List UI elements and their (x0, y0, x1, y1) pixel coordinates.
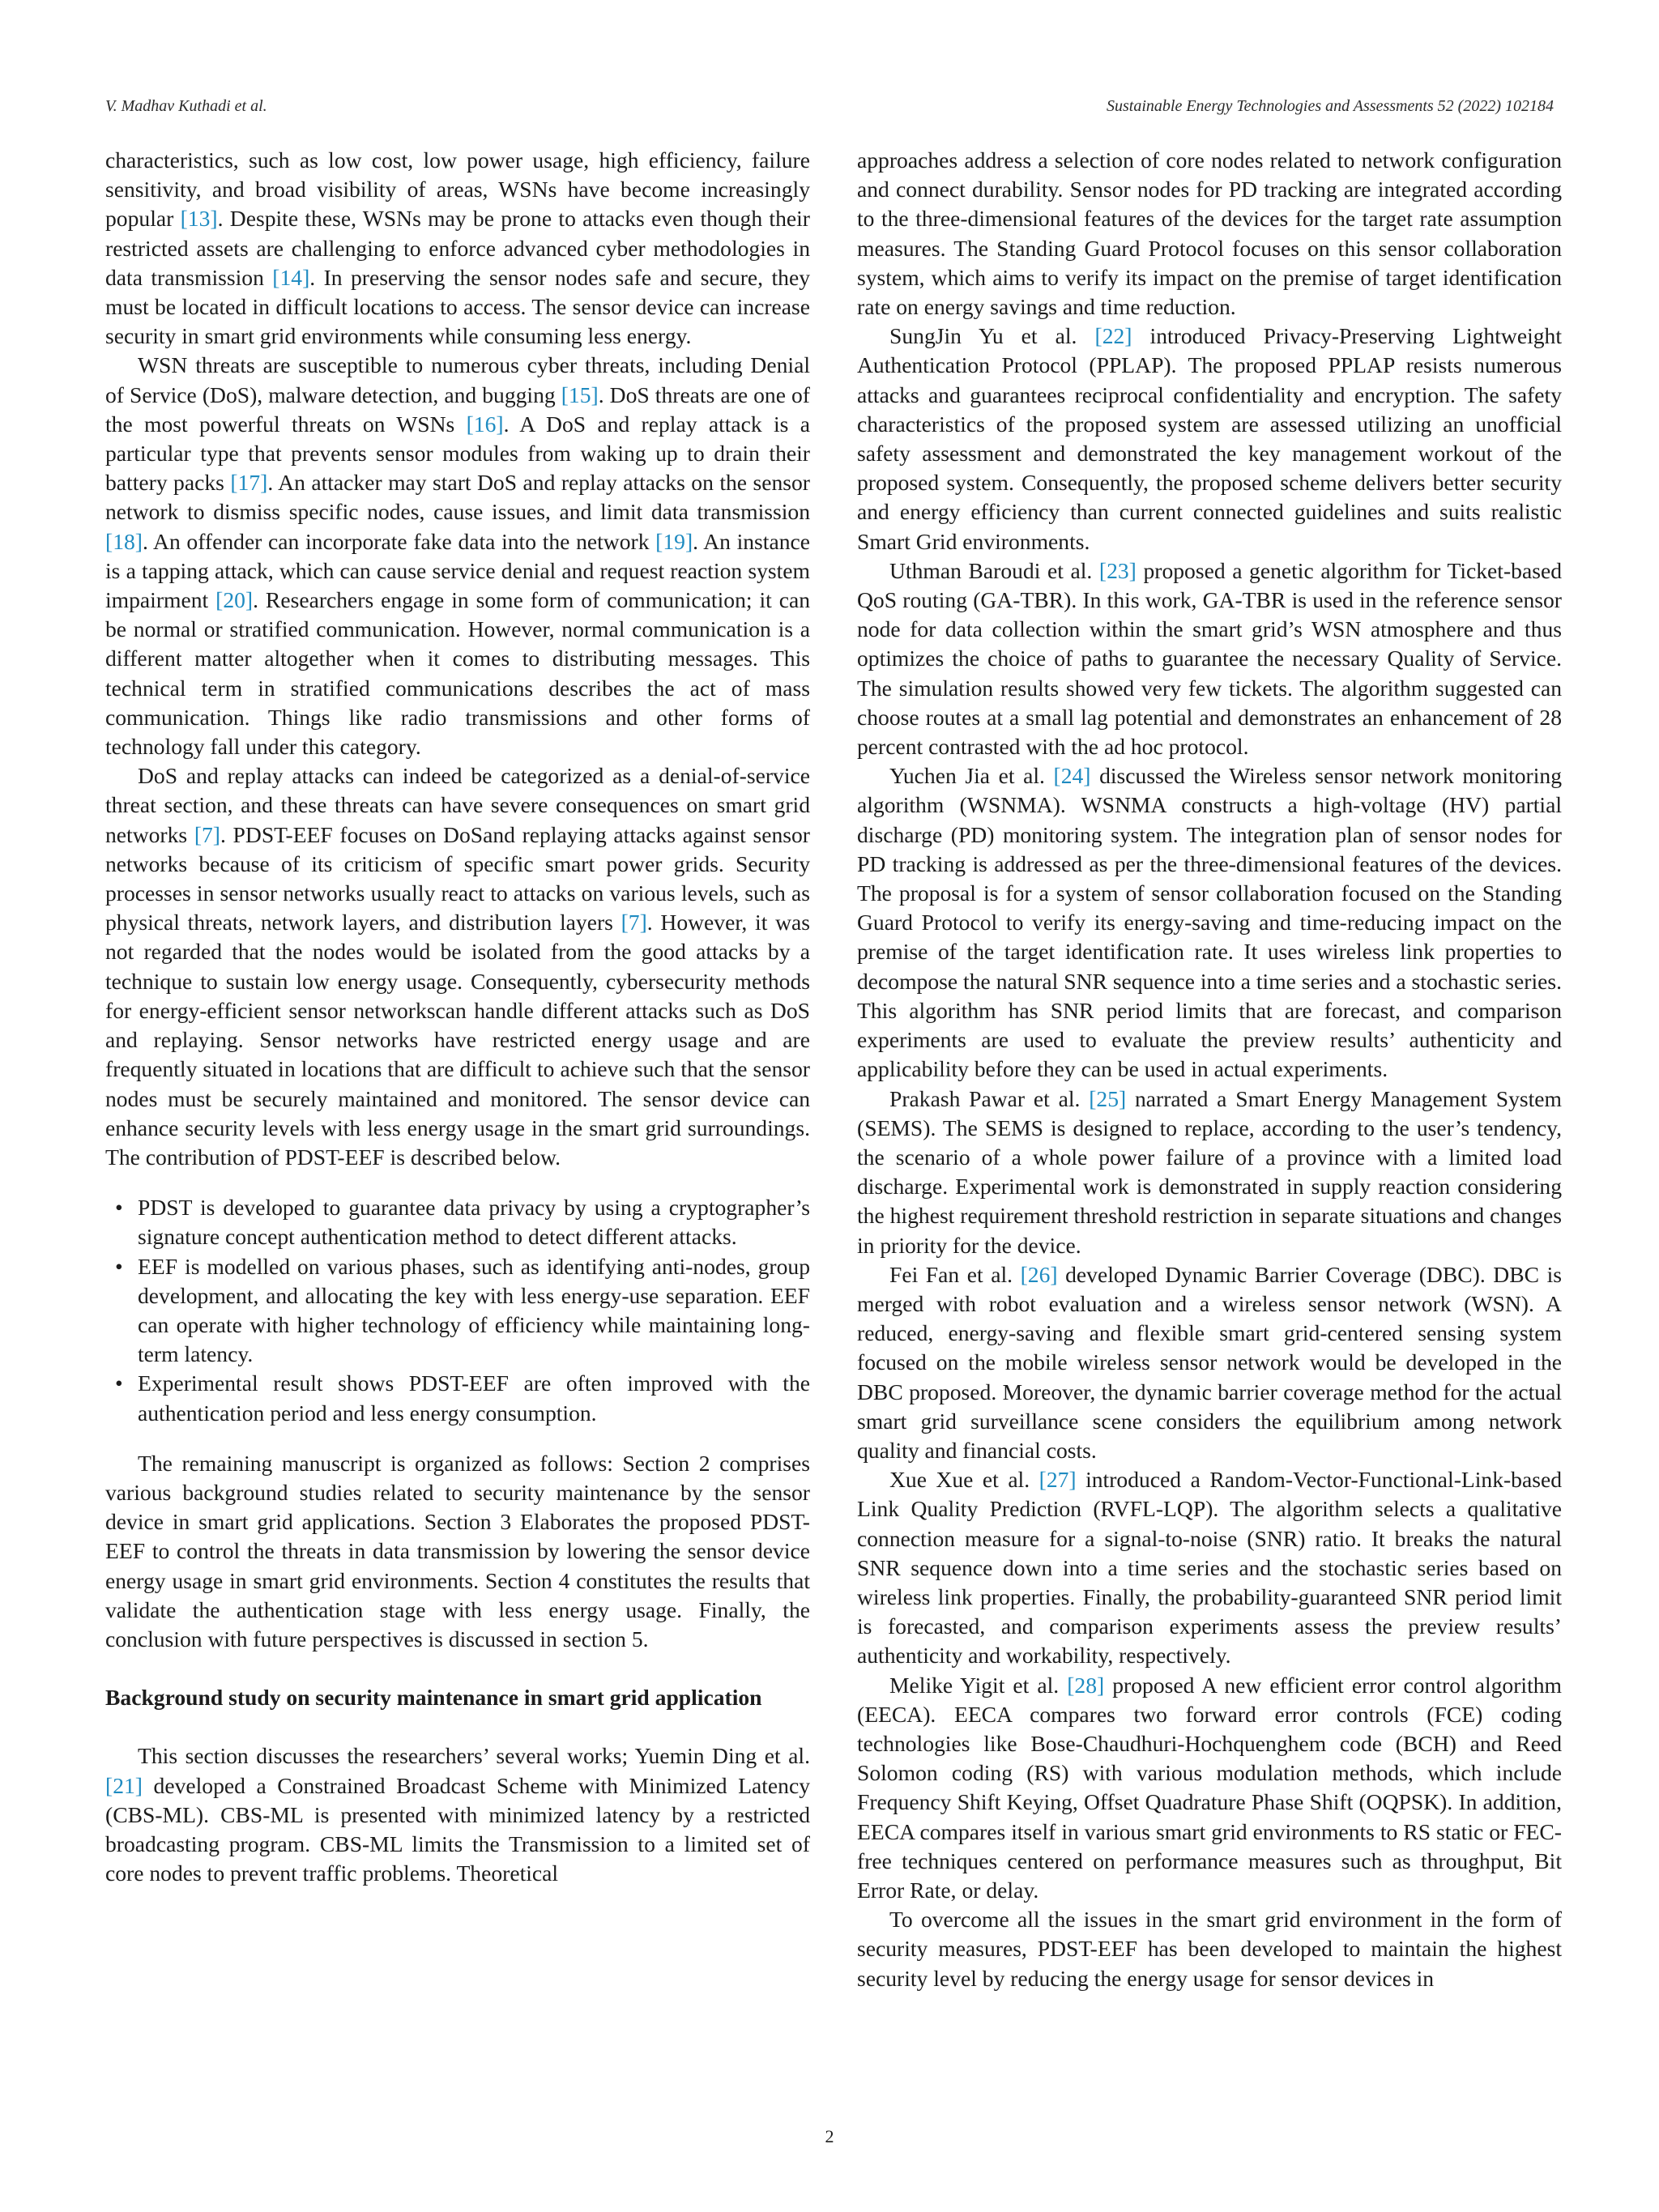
text-span: introduced Privacy-Preserving Lightweight Authentication Protocol (PPLAP). The proposed PPLAP resists numerous attacks and guarantees reciprocal confidentiality and encryption. The safety characteristics of the proposed system are assessed utilizing an unofficial safety assessment and demonstrated the key management workout of the proposed system. Consequently, the proposed scheme delivers better security and energy efficiency than current connected guidelines and suits realistic Smart Grid environments. (857, 323, 1562, 554)
text-span: Melike Yigit et al. (889, 1672, 1068, 1698)
text-span: SungJin Yu et al. (889, 323, 1095, 349)
running-head-journal: Sustainable Energy Technologies and Assessments 52 (2022) 102184 (1106, 97, 1554, 115)
section-heading: Background study on security maintenance in smart grid application (105, 1685, 762, 1711)
text-span: DoS and replay attacks can indeed be categorized as a denial-of-service threat section, and these threats can have severe consequences on smart grid networks (105, 763, 810, 847)
paragraph-rvfl-lqp (857, 1465, 1562, 1670)
text-span: . Researchers engage in some form of communication; it can be normal or stratified communication. However, normal communication is a different matter altogether when it comes to distributing messages. This technical term in stratified communications describes the act of mass communication. Things like radio transmissions and other forms of technology fall under this category. (105, 587, 810, 760)
citation-link[interactable]: [14] (272, 264, 310, 290)
bullet-icon: • (115, 1370, 123, 1396)
text-span: Uthman Baroudi et al. (889, 557, 1099, 583)
citation-link[interactable]: [17] (230, 470, 268, 496)
citation-link[interactable]: [28] (1067, 1672, 1105, 1698)
citation-link[interactable]: [27] (1038, 1467, 1077, 1493)
paragraph-sems (857, 1085, 1562, 1260)
text-span: . Despite these, WSNs may be prone to attacks even though their restricted assets are challenging to enforce advanced cyber methodologies in data transmission (105, 206, 810, 290)
text-span: This section discusses the researchers’ several works; Yuemin Ding et al. (138, 1743, 810, 1769)
text-span: Fei Fan et al. (889, 1261, 1021, 1287)
citation-link[interactable]: [7] (194, 821, 220, 847)
citation-link[interactable]: [7] (621, 910, 647, 936)
paragraph-pplap (857, 322, 1562, 556)
list-item-text: PDST is developed to guarantee data privacy by using a cryptographer’s signature concept authentication method to detect different attacks. (138, 1195, 810, 1250)
bullet-icon: • (115, 1195, 123, 1221)
text-span: . A DoS and replay attack is a particular type that prevents sensor modules from waking up to drain their battery packs (105, 411, 810, 496)
text-span: narrated a Smart Energy Management System (SEMS). The SEMS is designed to replace, according to the user’s tendency, the scenario of a whole power failure of a province with a limited load discharge. Experimental work is demonstrated in supply reaction considering the highest requirement threshold restriction in separate situations and changes in priority for the device. (857, 1085, 1563, 1258)
text-span: . In preserving the sensor nodes safe and secure, they must be located in difficult locations to access. The sensor device can increase security in smart grid environments while consuming less energy. (105, 264, 810, 349)
paragraph-eeca (857, 1671, 1562, 1906)
paragraph-dos-replay (105, 761, 810, 1172)
citation-link[interactable]: [13] (180, 206, 218, 232)
list-item-text: Experimental result shows PDST-EEF are often improved with the authentication period and less energy consumption. (138, 1370, 810, 1426)
paragraph-continued: approaches address a selection of core nodes related to network configuration and connect durability. Sensor nodes for PD tracking are integrated according to the three-dimensional features of the devices for the target rate assumption measures. The Standing Guard Protocol focuses on this sensor collaboration system, which aims to verify its impact on the premise of target identification rate on energy savings and time reduction. (857, 147, 1562, 320)
citation-link[interactable]: [19] (655, 528, 693, 554)
citation-link[interactable]: [25] (1089, 1085, 1127, 1111)
citation-link[interactable]: [18] (105, 528, 143, 554)
text-span: . An instance is a tapping attack, which can cause service denial and request reaction system impairment (105, 528, 811, 613)
right-column (857, 146, 1562, 1993)
citation-link[interactable]: [21] (105, 1772, 143, 1798)
page-number: 2 (825, 2126, 834, 2146)
citation-link[interactable]: [26] (1020, 1261, 1058, 1287)
text-span: developed Dynamic Barrier Coverage (DBC). DBC is merged with robot evaluation and a wireless sensor network (WSN). A reduced, energy-saving and flexible smart grid-centered sensing system focused on the mobile wireless sensor network would be developed in the DBC proposed. Moreover, the dynamic barrier coverage method for the actual smart grid surveillance scene considers the equilibrium among network quality and financial costs. (857, 1261, 1562, 1463)
paragraph-organization: The remaining manuscript is organized as follows: Section 2 comprises various background studies related to security maintenance by the sensor device in smart grid applications. Section 3 Elaborates the proposed PDST-EEF to control the threats in data transmission by lowering the sensor device energy usage in smart grid environments. Section 4 constitutes the results that validate the authentication stage with less energy usage. Finally, the conclusion with future perspectives is discussed in section 5. (105, 1450, 810, 1652)
text-span: discussed the Wireless sensor network monitoring algorithm (WSNMA). WSNMA constructs a high-voltage (HV) partial discharge (PD) monitoring system. The integration plan of sensor nodes for PD tracking is addressed as per the three-dimensional features of the devices. The proposal is for a system of sensor collaboration focused on the Standing Guard Protocol to verify its energy-saving and time-reducing impact on the premise of the target identification rate. It uses wireless link properties to decompose the natural SNR sequence into a time series and a stochastic series. This algorithm has SNR period limits that are forecast, and comparison experiments are used to evaluate the preview results’ authenticity and applicability before they can be used in actual experiments. (857, 763, 1562, 1082)
text-span: . However, it was not regarded that the nodes would be isolated from the good attacks by a technique to sustain low energy usage. Consequently, cybersecurity methods for energy-efficient sensor networkscan handle different attacks such as DoS and replaying. Sensor networks have restricted energy usage and are frequently situated in locations that are difficult to achieve such that the sensor nodes must be securely maintained and monitored. The sensor device can enhance security levels with less energy usage in the smart grid surroundings. The contribution of PDST-EEF is described below. (105, 910, 810, 1170)
text-span: developed a Constrained Broadcast Scheme with Minimized Latency (CBS-ML). CBS-ML is presented with minimized latency by a restricted broadcasting program. CBS-ML limits the Transmission to a limited set of core nodes to prevent traffic problems. Theoretical (105, 1772, 810, 1886)
text-span: proposed a genetic algorithm for Ticket-based QoS routing (GA-TBR). In this work, GA-TBR is used in the reference sensor node for data collection within the smart grid’s WSN atmosphere and thus optimizes the choice of paths to guarantee the necessary Quality of Service. The simulation results showed very few tickets. The algorithm suggested can choose routes at a small lag potential and demonstrates an enhancement of 28 percent contrasted with the ad hoc protocol. (857, 557, 1562, 760)
text-span: Yuchen Jia et al. (889, 763, 1054, 789)
citation-link[interactable]: [23] (1098, 557, 1137, 583)
text-span: proposed A new efficient error control algorithm (EECA). EECA compares two forward error controls (FCE) coding technologies like Bose-Chaudhuri-Hochquenghem code (BCH) and Reed Solomon coding (RS) with various modulation methods, which include Frequency Shift Keying, Offset Quadrature Phase Shift (OQPSK). In addition, EECA compares itself in various smart grid environments to RS static or FEC-free techniques centered on performance measures such as throughput, Bit Error Rate, or delay. (857, 1672, 1563, 1903)
contribution-list (105, 1193, 810, 1428)
paragraph-wsn-threats (105, 351, 810, 761)
paragraph-background (105, 1741, 810, 1888)
running-head-authors: V. Madhav Kuthadi et al. (105, 97, 267, 115)
text-span: characteristics, such as low cost, low power usage, high efficiency, failure sensitivity, and broad visibility of areas, WSNs have become increasingly popular (105, 147, 810, 232)
citation-link[interactable]: [22] (1094, 323, 1132, 349)
citation-link[interactable]: [24] (1053, 763, 1091, 789)
text-span: . DoS threats are one of the most powerful threats on WSNs (105, 381, 810, 437)
text-span: . An offender can incorporate fake data into the network (142, 528, 656, 554)
list-item (115, 1252, 810, 1370)
text-span: Prakash Pawar et al. (889, 1085, 1090, 1111)
paragraph-dbc (857, 1260, 1562, 1465)
paragraph-overcome: To overcome all the issues in the smart grid environment in the form of security measures, PDST-EEF has been developed to maintain the highest security level by reducing the energy usage for sensor devices in (857, 1907, 1562, 1991)
citation-link[interactable]: [16] (466, 411, 504, 437)
text-span: . An attacker may start DoS and replay attacks on the sensor network to dismiss specific nodes, cause issues, and limit data transmission (105, 470, 810, 525)
citation-link[interactable]: [15] (561, 381, 599, 407)
paragraph-ga-tbr (857, 556, 1562, 761)
left-column (105, 146, 810, 1888)
list-item (115, 1369, 810, 1427)
text-span: Xue Xue et al. (889, 1467, 1039, 1493)
text-span: . PDST-EEF focuses on DoSand replaying attacks against sensor networks because of its criticism of specific smart power grids. Security processes in sensor networks usually react to attacks on various levels, such as physical threats, network layers, and distribution layers (105, 821, 811, 936)
list-item (115, 1193, 810, 1251)
bullet-icon: • (115, 1253, 123, 1279)
list-item-text: EEF is modelled on various phases, such as identifying anti-nodes, group development, and allocating the key with less energy-use separation. EEF can operate with higher technology of efficiency while maintaining long-term latency. (138, 1253, 810, 1367)
text-span: introduced a Random-Vector-Functional-Link-based Link Quality Prediction (RVFL-LQP). The algorithm selects a qualitative connection measure for a signal-to-noise (SNR) ratio. It breaks the natural SNR sequence down into a time series and the stochastic series based on wireless link properties. Finally, the probability-guaranteed SNR period limit is forecasted, and comparison experiments assess the preview results’ authenticity and workability, respectively. (857, 1467, 1563, 1669)
citation-link[interactable]: [20] (215, 587, 254, 613)
text-span: WSN threats are susceptible to numerous cyber threats, including Denial of Service (DoS), malware detection, and bugging (105, 352, 810, 407)
paragraph-wsnma (857, 761, 1562, 1084)
paragraph-intro-continued (105, 146, 810, 351)
